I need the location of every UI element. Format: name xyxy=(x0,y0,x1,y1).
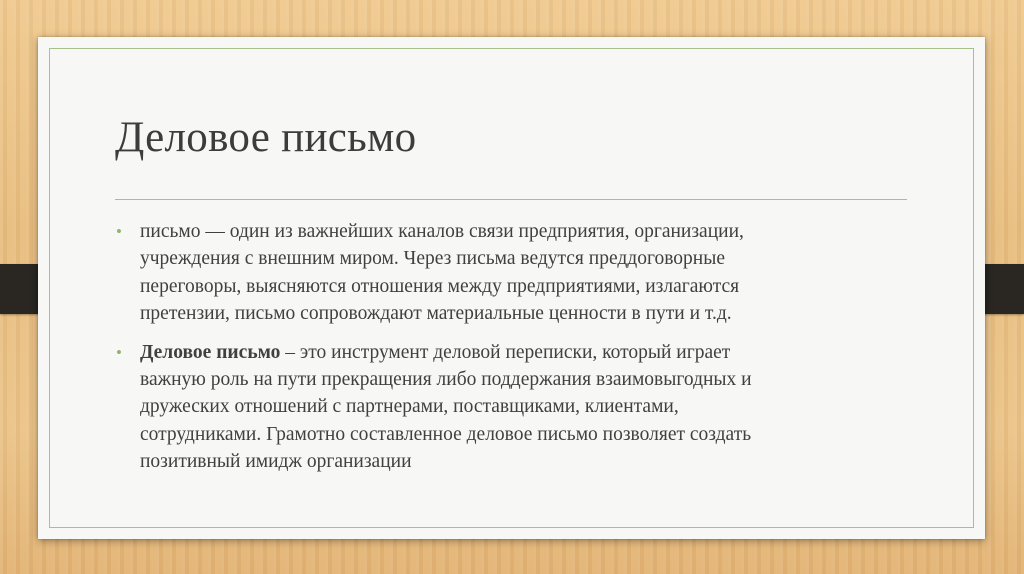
bullet-text-line: позитивный имидж организации xyxy=(140,451,412,473)
bullet-first-line-text: – это инструмент деловой переписки, который играет xyxy=(280,341,731,363)
bullet-text-line: важную роль на пути прекращения либо поддержания взаимовыгодных и xyxy=(140,369,752,391)
slide-card xyxy=(38,37,985,539)
bullet-item-letter-definition xyxy=(116,218,906,328)
bullet-text-line: дружеских отношений с партнерами, поставщиками, клиентами, xyxy=(140,396,679,418)
bullet-list xyxy=(116,218,906,487)
bullet-text-line xyxy=(140,339,906,366)
bullet-text-line: претензии, письмо сопровождают материальные ценности в пути и т.д. xyxy=(140,303,732,325)
bullet-marker: • xyxy=(116,222,122,241)
bullet-lead-term: Деловое письмо xyxy=(140,341,281,363)
bullet-text-line: письмо — один из важнейших каналов связи предприятия, организации, xyxy=(140,221,744,242)
bullet-item-business-letter xyxy=(116,339,906,476)
bullet-text-line: переговоры, выясняются отношения между предприятиями, излагаются xyxy=(140,275,740,297)
bullet-text-line: учреждения с внешним миром. Через письма ведутся преддоговорные xyxy=(140,248,725,270)
bullet-text-line: сотрудниками. Грамотно составленное деловое письмо позволяет создать xyxy=(140,423,752,445)
bullet-marker: • xyxy=(116,342,122,362)
slide-title: Деловое письмо xyxy=(115,114,417,161)
title-divider xyxy=(115,199,907,200)
